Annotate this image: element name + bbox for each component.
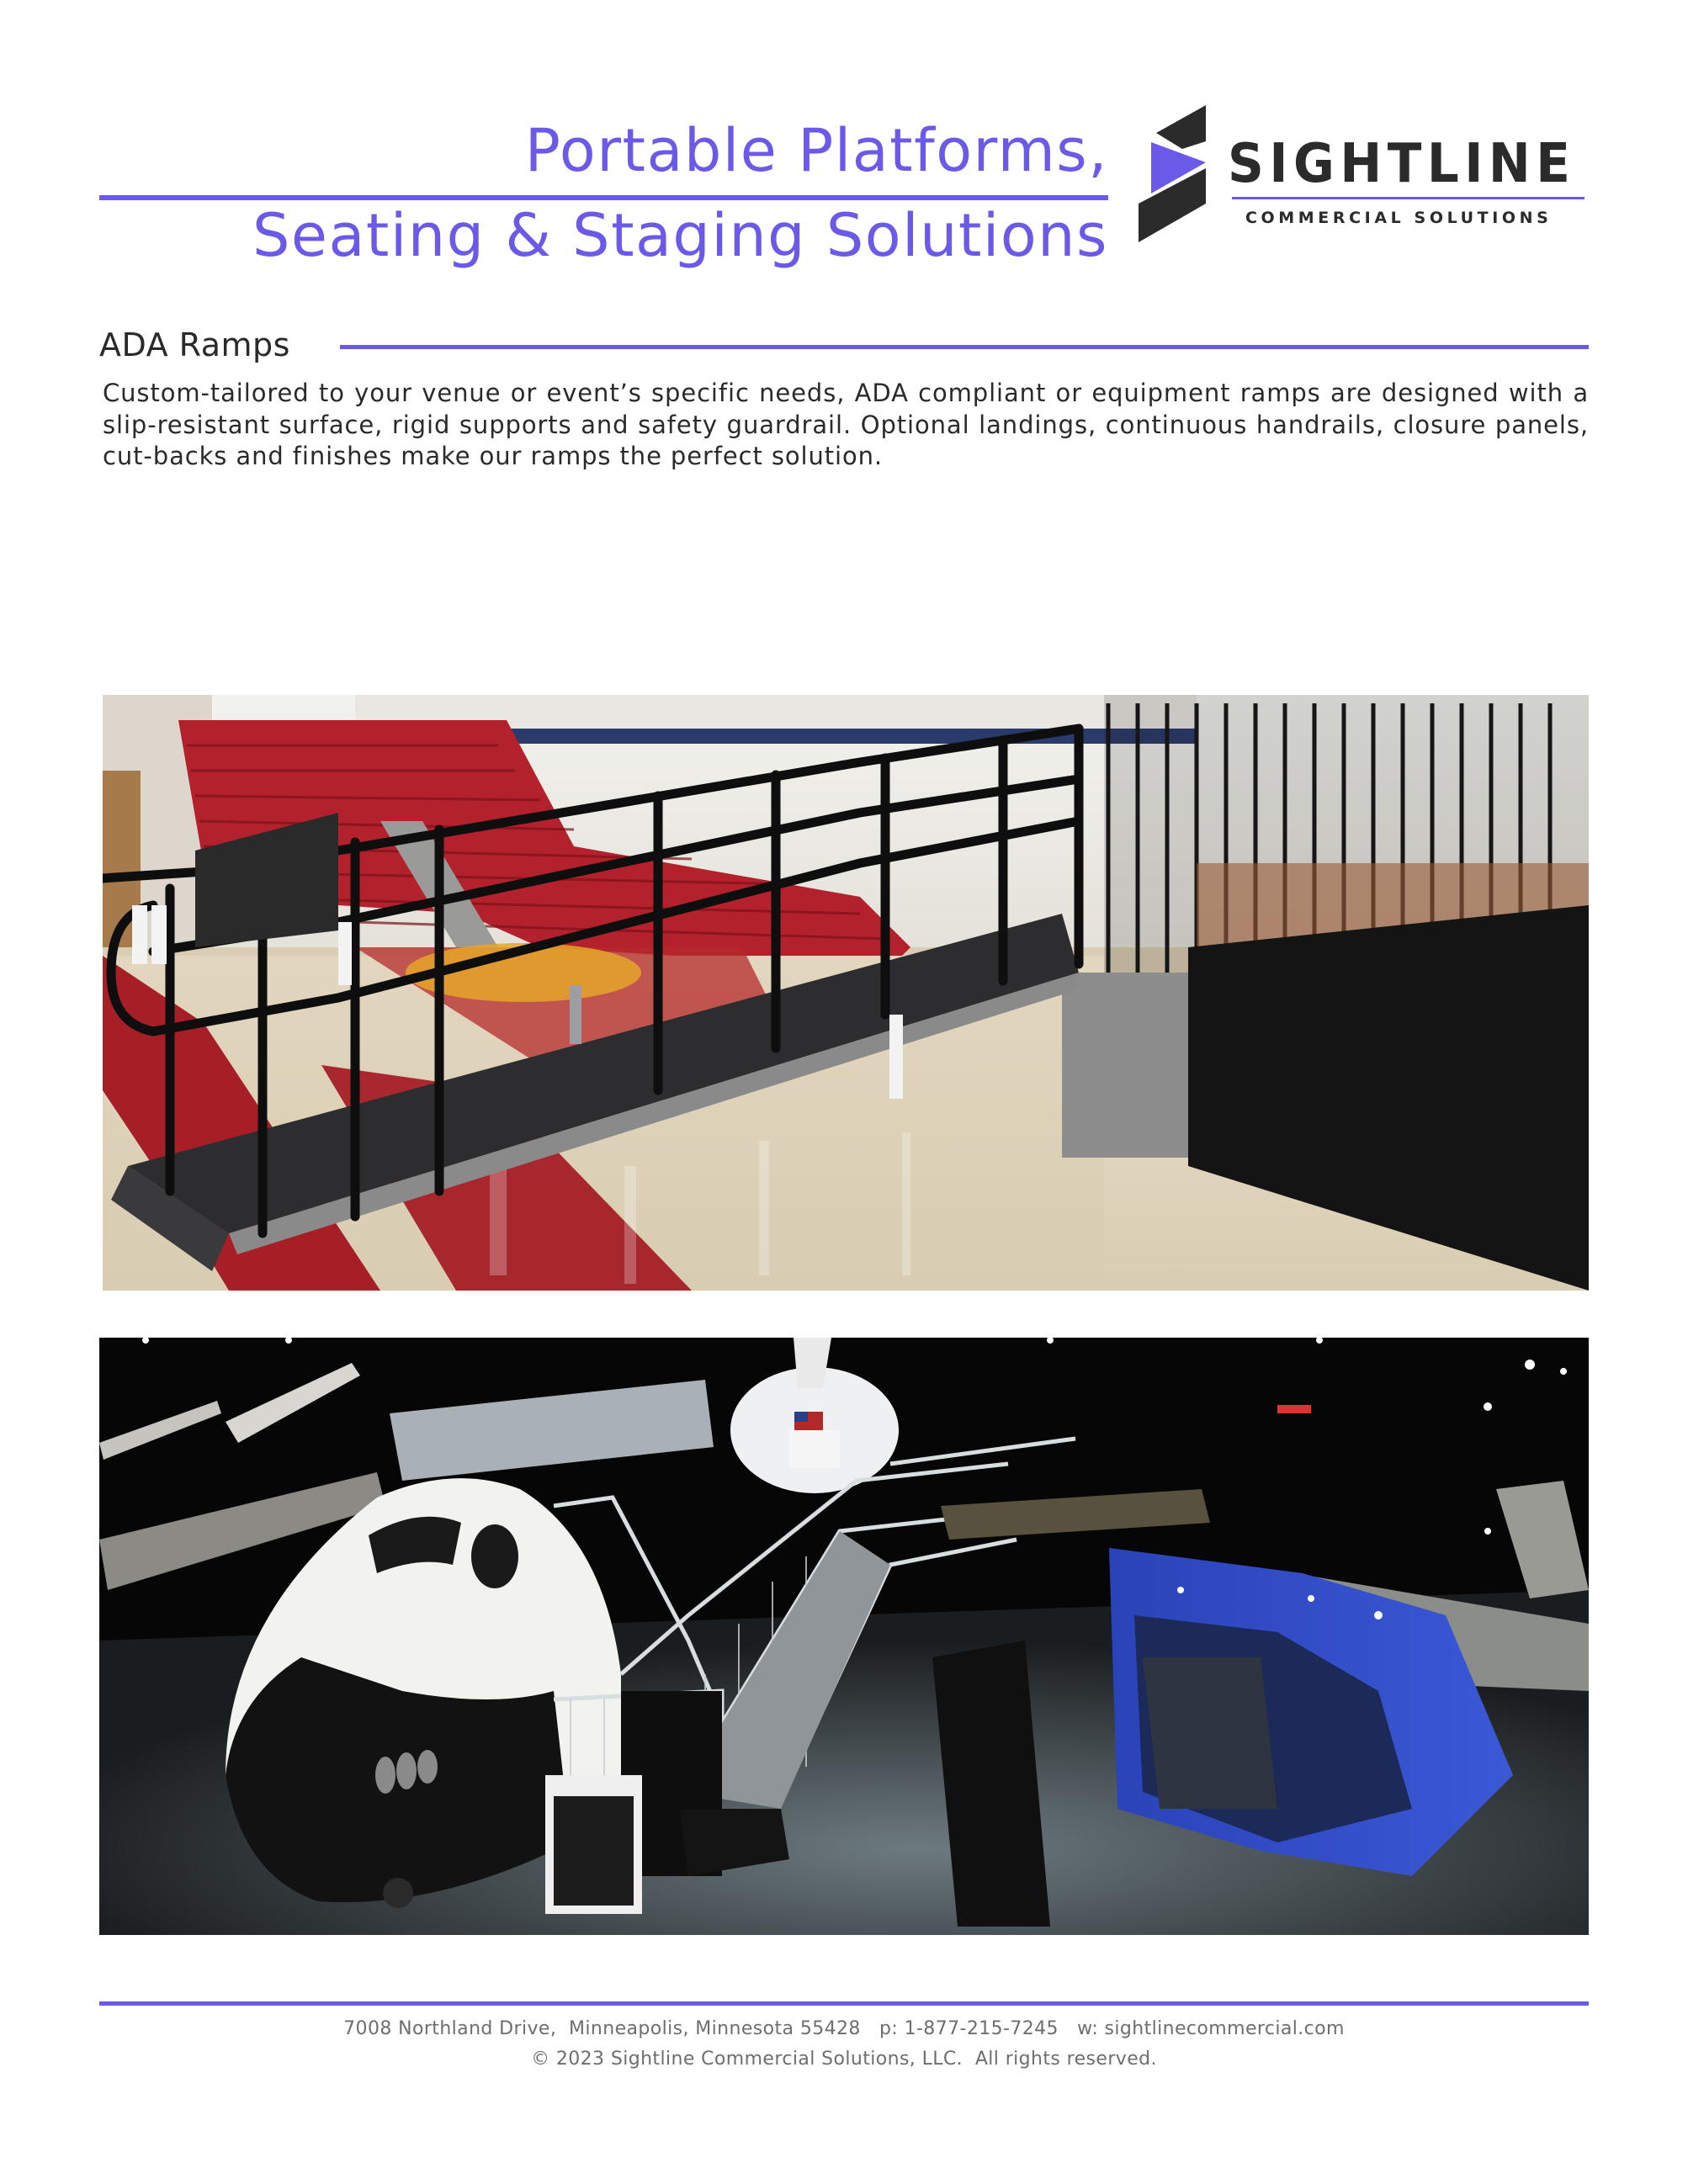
footer-contact-line: 7008 Northland Drive, Minneapolis, Minnesota 55428 p: 1-877-215-7245 w: sightlinecommercial.com — [343, 2018, 1345, 2039]
sightline-logo — [1132, 97, 1590, 248]
section-heading: ADA Ramps — [99, 326, 290, 363]
header-divider — [99, 195, 1108, 200]
page-title-line-1: Portable Platforms, — [524, 116, 1108, 185]
museum-shuttle-illustration — [99, 1338, 1589, 1935]
footer-divider — [99, 2001, 1589, 2006]
footer-copyright-line: © 2023 Sightline Commercial Solutions, LLC. All rights reserved. — [531, 2049, 1157, 2070]
sightline-s-play-icon — [1132, 97, 1212, 248]
gym-ada-ramp-illustration — [103, 695, 1589, 1291]
logo-divider — [1232, 197, 1584, 199]
museum-shuttle-ramp-photo — [99, 1338, 1589, 1935]
logo-tagline: COMMERCIAL SOLUTIONS — [1245, 209, 1553, 227]
logo-wordmark: SIGHTLINE — [1228, 133, 1576, 195]
gym-ada-ramp-photo — [103, 695, 1589, 1291]
page-title-line-2: Seating & Staging Solutions — [252, 201, 1108, 270]
section-divider — [340, 345, 1589, 349]
section-body: Custom-tailored to your venue or event’s specific needs, ADA compliant or equipment ramps are designed with a slip-resistant surface, rigid supports and safety guardrail. Optional landings, continuous handrails, closure panels, cut-backs and finishes make our ramps the perfect solution. — [103, 379, 1589, 470]
